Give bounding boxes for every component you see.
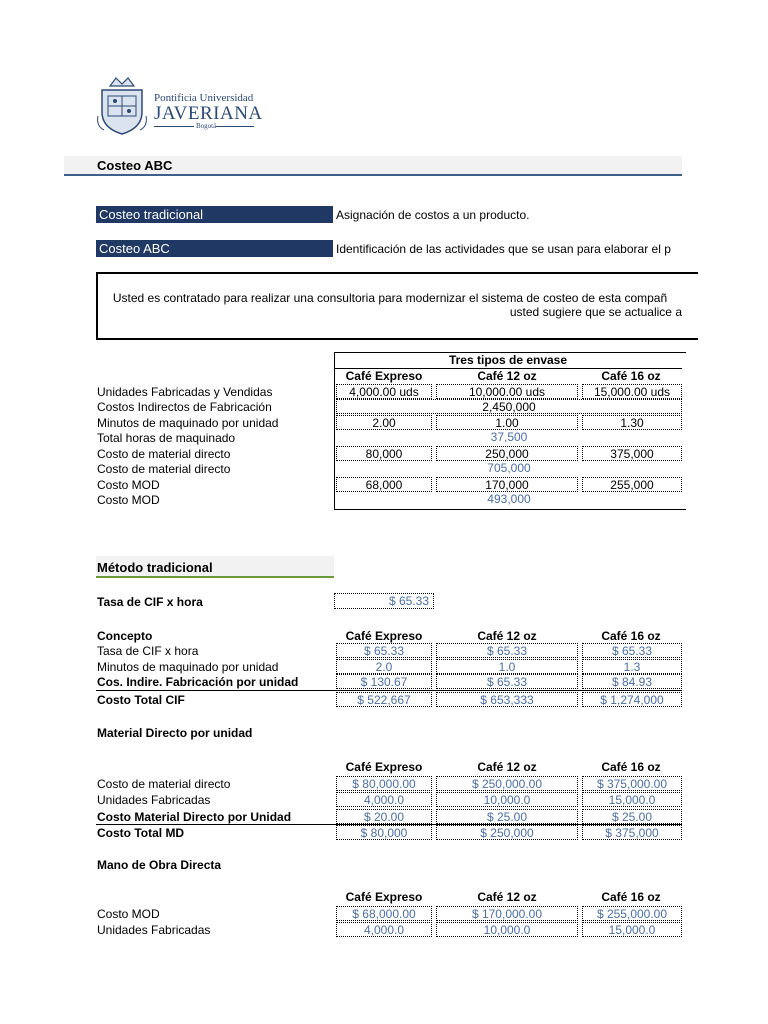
cif-cell: $ 653,333 xyxy=(436,692,578,707)
md-row-label-3: Costo Total MD xyxy=(97,826,185,840)
mod-cell: 4,000.0 xyxy=(336,922,432,937)
cif-cell: $ 65.33 xyxy=(336,643,432,658)
definition-text-1: Identificación de las actividades que se usan para elaborar el p xyxy=(336,242,671,256)
cif-col-header-2: Café 16 oz xyxy=(601,629,661,643)
data-cell: 10,000.00 uds xyxy=(436,384,578,399)
data-col-header-2: Café 16 oz xyxy=(601,369,661,383)
case-line-2: usted sugiere que se actualice a xyxy=(509,305,682,319)
cif-cell: $ 522,667 xyxy=(336,692,432,707)
tasa-label: Tasa de CIF x hora xyxy=(97,595,203,609)
data-cell-merged: 493,000 xyxy=(487,492,531,506)
mod-row-label-0: Costo MOD xyxy=(97,907,160,921)
data-cell-merged: 705,000 xyxy=(487,461,531,475)
mod-col-header-0: Café Expreso xyxy=(345,890,423,904)
data-row-label-5: Costo de material directo xyxy=(97,462,231,476)
data-table-group-header: Tres tipos de envase xyxy=(448,353,568,367)
data-cell: 250,000 xyxy=(436,446,578,461)
definition-text-0: Asignación de costos a un producto. xyxy=(336,208,530,222)
cif-row-label-1: Minutos de maquinado por unidad xyxy=(97,660,279,674)
md-cell: $ 250,000 xyxy=(436,825,578,840)
cif-col-header-0: Café Expreso xyxy=(345,629,423,643)
md-row-label-1: Unidades Fabricadas xyxy=(97,793,211,807)
data-cell: 255,000 xyxy=(582,477,682,492)
md-cell: $ 20.00 xyxy=(336,809,432,824)
md-title: Material Directo por unidad xyxy=(97,726,253,740)
mod-col-header-1: Café 12 oz xyxy=(477,890,537,904)
data-cell: 80,000 xyxy=(336,446,432,461)
md-row-label-2: Costo Material Directo por Unidad xyxy=(97,810,292,824)
cif-cell: $ 65.33 xyxy=(582,643,682,658)
mod-cell: $ 68,000.00 xyxy=(336,906,432,921)
cif-cell: 2.0 xyxy=(336,659,432,674)
md-cell: $ 80,000 xyxy=(336,825,432,840)
data-row-label-7: Costo MOD xyxy=(97,493,160,507)
data-cell: 170,000 xyxy=(436,477,578,492)
cif-cell: $ 65.33 xyxy=(436,643,578,658)
data-cell: 2.00 xyxy=(336,415,432,430)
data-cell: 1.00 xyxy=(436,415,578,430)
data-cell: 15,000.00 uds xyxy=(582,384,682,399)
data-col-header-0: Café Expreso xyxy=(345,369,423,383)
md-cell: 15,000.0 xyxy=(582,792,682,807)
data-row-label-1: Costos Indirectos de Fabricación xyxy=(97,400,272,414)
data-cell: 68,000 xyxy=(336,477,432,492)
cif-cell: 1.3 xyxy=(582,659,682,674)
md-cell: $ 250,000.00 xyxy=(436,776,578,791)
md-cell: $ 375,000.00 xyxy=(582,776,682,791)
mod-cell: $ 170,000.00 xyxy=(436,906,578,921)
cif-cell: $ 65.33 xyxy=(436,674,578,689)
md-row-label-0: Costo de material directo xyxy=(97,777,231,791)
md-cell: $ 80,000.00 xyxy=(336,776,432,791)
data-cell-merged: 2,450,000 xyxy=(336,399,682,414)
logo-line3: Bogotá xyxy=(196,122,217,130)
data-cell: 375,000 xyxy=(582,446,682,461)
cif-row-label-2: Cos. Indire. Fabricación por unidad xyxy=(97,675,299,689)
md-cell: 4,000.0 xyxy=(336,792,432,807)
data-row-label-6: Costo MOD xyxy=(97,478,160,492)
cif-col-header-1: Café 12 oz xyxy=(477,629,537,643)
data-col-header-1: Café 12 oz xyxy=(477,369,537,383)
data-cell: 1.30 xyxy=(582,415,682,430)
metodo-title: Método tradicional xyxy=(97,560,213,575)
cif-row-label-0: Tasa de CIF x hora xyxy=(97,644,199,658)
data-row-label-2: Minutos de maquinado por unidad xyxy=(97,416,279,430)
mod-cell: 10,000.0 xyxy=(436,922,578,937)
md-col-header-1: Café 12 oz xyxy=(477,760,537,774)
tasa-value: $ 65.33 xyxy=(334,593,434,609)
case-line-1: Usted es contratado para realizar una consultoria para modernizar el sistema de costeo de esta compañ xyxy=(112,291,668,305)
md-cell: $ 375,000 xyxy=(582,825,682,840)
logo-line1: Pontificia Universidad xyxy=(154,92,254,104)
md-col-header-2: Café 16 oz xyxy=(601,760,661,774)
mod-title: Mano de Obra Directa xyxy=(97,858,222,872)
section-title: Costeo ABC xyxy=(97,158,173,173)
data-cell-merged: 37,500 xyxy=(490,430,528,444)
mod-cell: 15,000.0 xyxy=(582,922,682,937)
crest-icon xyxy=(96,76,148,136)
logo-line2: JAVERIANA xyxy=(154,103,263,124)
data-cell: 4,000.00 uds xyxy=(336,384,432,399)
mod-col-header-2: Café 16 oz xyxy=(601,890,661,904)
md-col-header-0: Café Expreso xyxy=(345,760,423,774)
cif-cell: $ 1,274,000 xyxy=(582,692,682,707)
cif-header-label: Concepto xyxy=(97,629,153,643)
cif-row-label-3: Costo Total CIF xyxy=(97,693,185,707)
definition-term-0: Costeo tradicional xyxy=(96,206,333,223)
md-cell: $ 25.00 xyxy=(582,809,682,824)
md-cell: $ 25.00 xyxy=(436,809,578,824)
cif-cell: $ 130.67 xyxy=(336,674,432,689)
cif-cell: 1.0 xyxy=(436,659,578,674)
definition-term-1: Costeo ABC xyxy=(96,240,333,257)
university-logo xyxy=(96,76,263,136)
data-row-label-0: Unidades Fabricadas y Vendidas xyxy=(97,385,273,399)
data-row-label-4: Costo de material directo xyxy=(97,447,231,461)
mod-row-label-1: Unidades Fabricadas xyxy=(97,923,211,937)
md-cell: 10,000.0 xyxy=(436,792,578,807)
data-row-label-3: Total horas de maquinado xyxy=(97,431,236,445)
cif-cell: $ 84.93 xyxy=(582,674,682,689)
mod-cell: $ 255,000.00 xyxy=(582,906,682,921)
